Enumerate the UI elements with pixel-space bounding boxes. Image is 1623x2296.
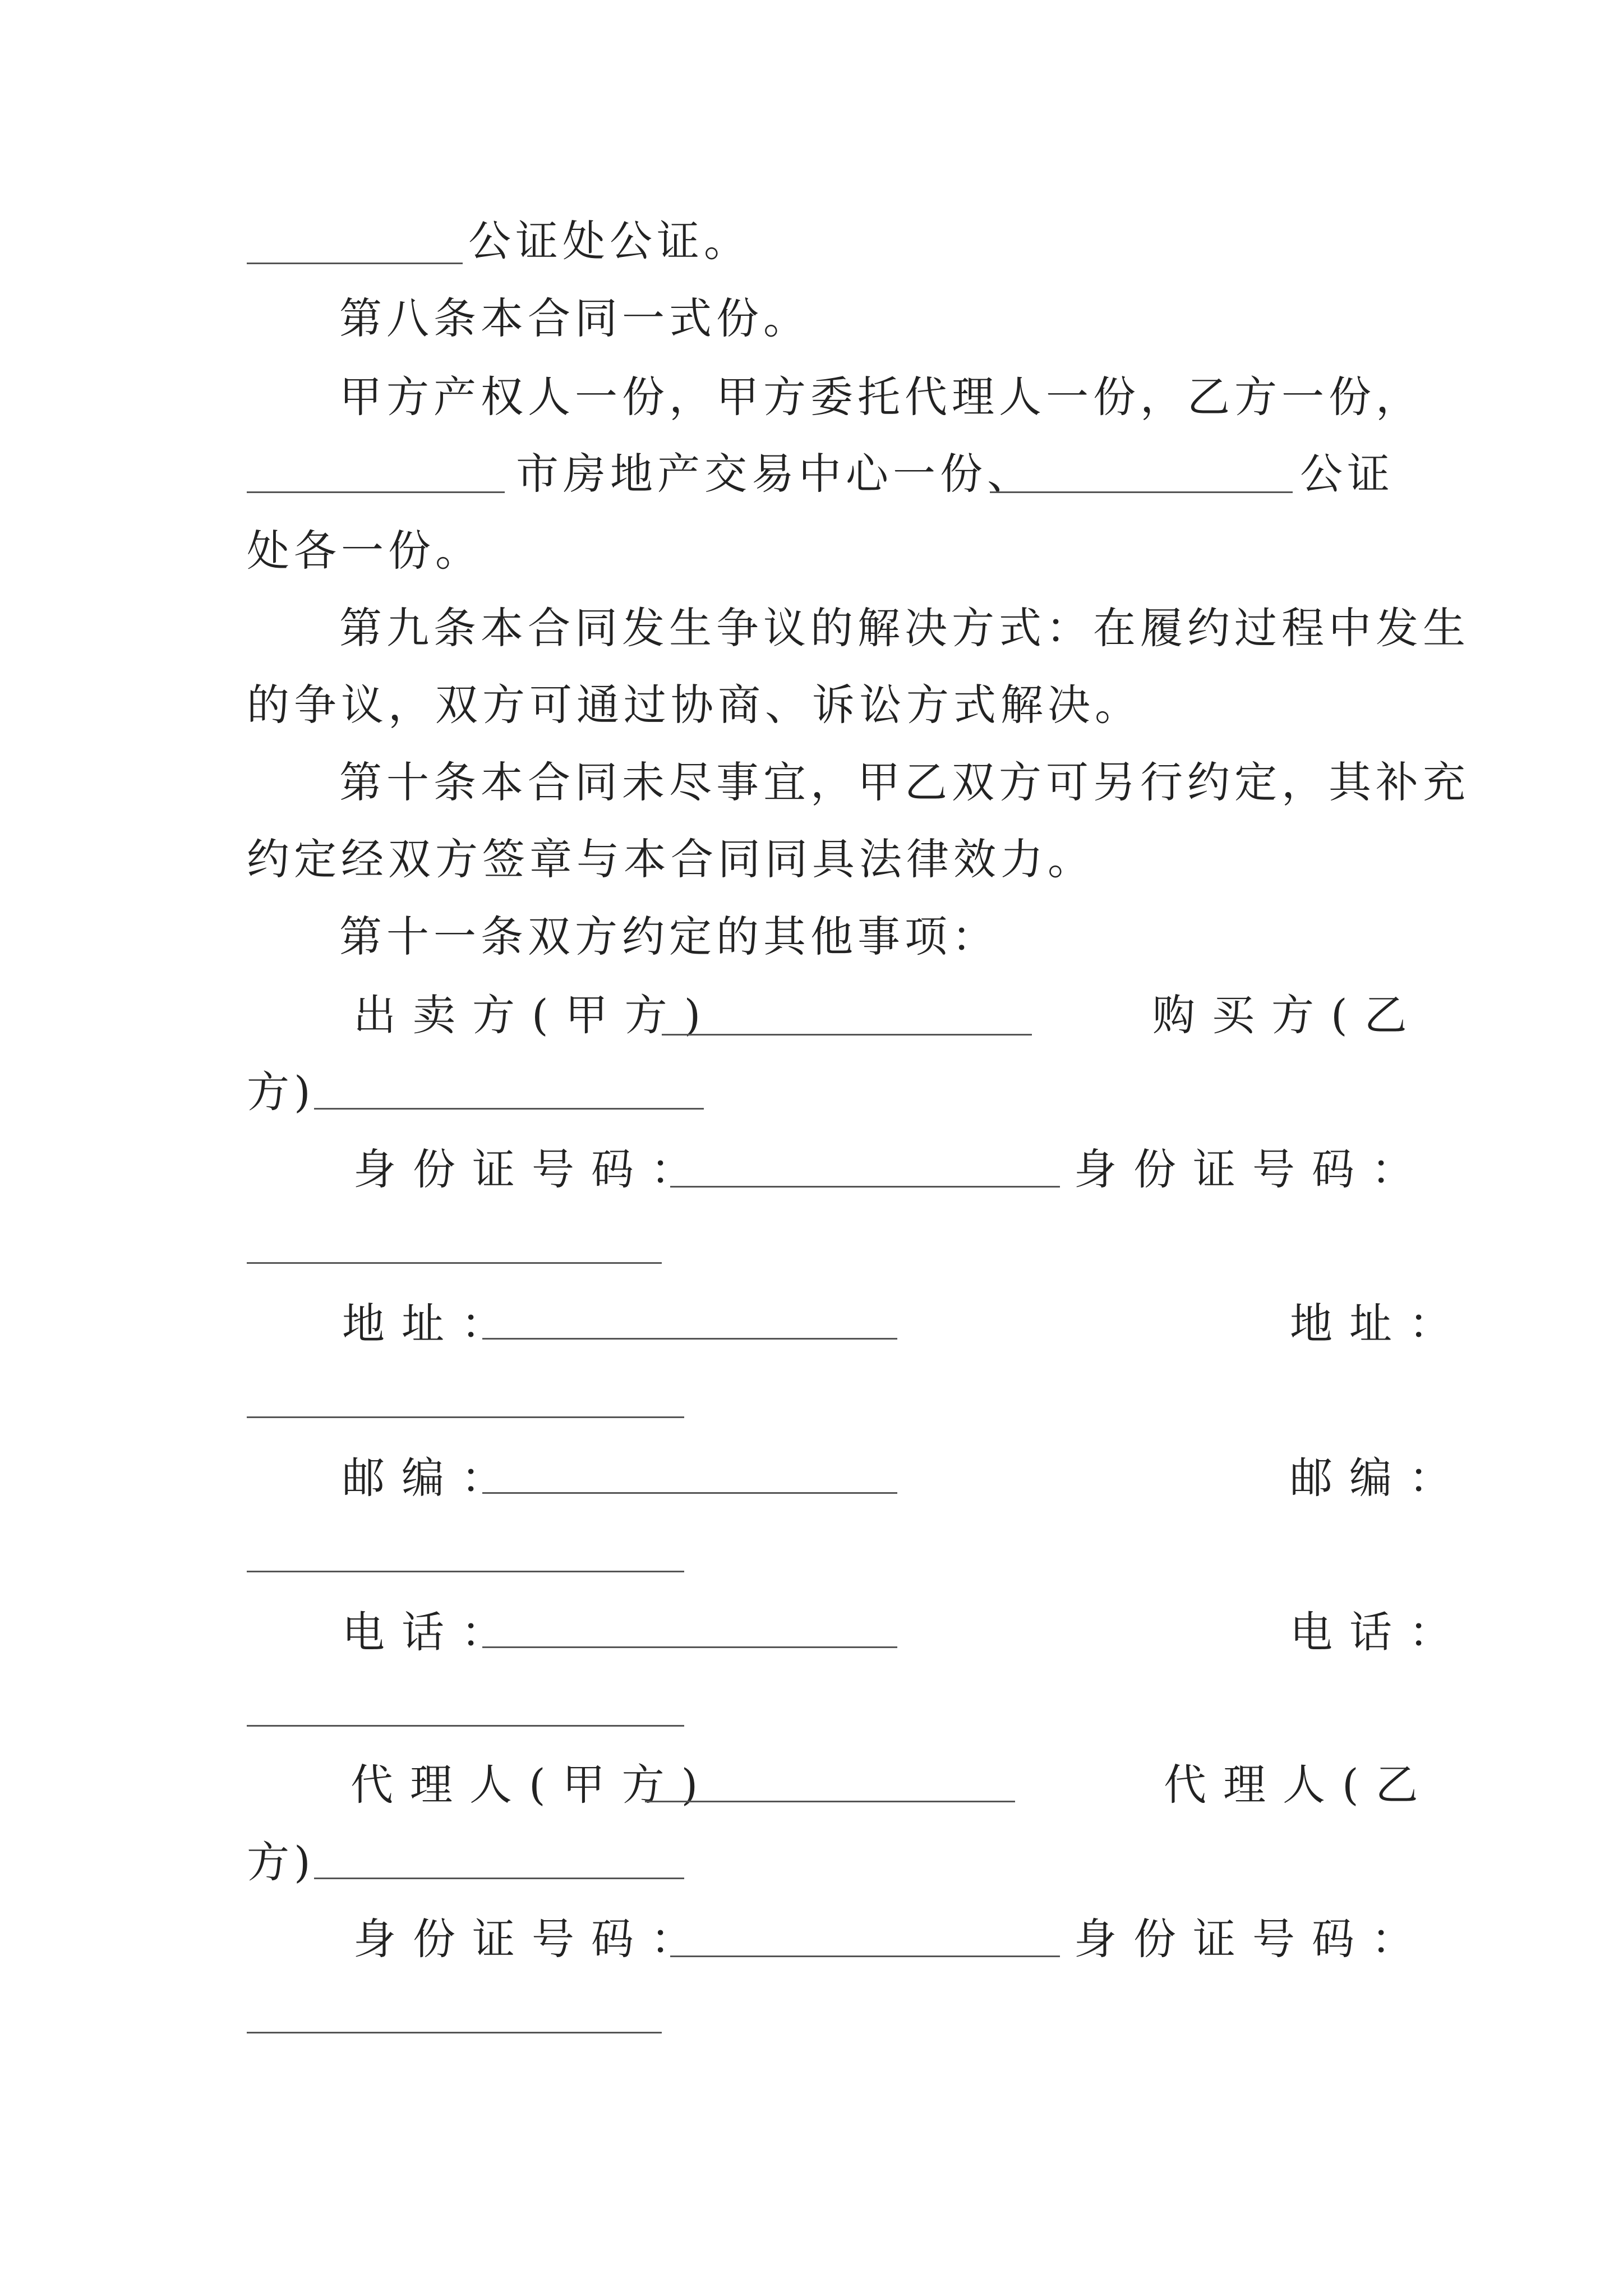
notary-line: 公证处公证。 [468,216,751,266]
buyer-label-b: 方) [247,1067,315,1117]
copies-line-2b: 公证 [1300,449,1394,499]
postcode-blank-buyer [247,1571,684,1572]
seller-label: 出卖方(甲方) [353,990,718,1040]
seller-blank [662,1034,1032,1036]
agent-a-blank [645,1801,1015,1802]
address-blank-seller [482,1338,897,1340]
postcode-blank-seller [482,1492,897,1494]
article-9-b: 的争议，双方可通过协商、诉讼方式解决。 [247,680,1142,730]
buyer-blank [314,1108,704,1110]
phone-label-seller: 电话： [342,1607,520,1657]
article-8: 第八条本合同一式份。 [339,293,810,343]
article-10-a: 第十条本合同未尽事宜，甲乙双方可另行约定，其补充 [339,757,1470,807]
notary-blank-2 [990,491,1293,493]
postcode-label-buyer: 邮编： [1290,1453,1468,1503]
agent-a-label: 代理人(甲方) [351,1760,715,1810]
agent-b-blank [314,1878,684,1879]
agent-id-blank-b [247,2032,662,2033]
article-10-b: 约定经双方签章与本合同同具法律效力。 [247,834,1095,884]
id-label-buyer: 身份证号码： [1074,1144,1431,1194]
phone-label-buyer: 电话： [1290,1607,1468,1657]
copies-line-3: 处各一份。 [247,526,482,576]
phone-blank-buyer [247,1725,684,1727]
agent-b-label-b: 方) [247,1837,315,1887]
agent-b-label-a: 代理人(乙 [1164,1760,1435,1810]
buyer-label-a: 购买方(乙 [1152,990,1424,1040]
id-blank-buyer [247,1262,662,1264]
address-label-buyer: 地址： [1290,1299,1468,1349]
address-label-seller: 地址： [342,1299,520,1349]
copies-line-1: 甲方产权人一份，甲方委托代理人一份，乙方一份， [339,372,1423,422]
copies-line-2a: 市房地产交易中心一份、 [516,449,1034,499]
article-11: 第十一条双方约定的其他事项： [339,912,999,961]
notary-office-blank [247,263,463,264]
agent-id-blank-a [670,1955,1060,1957]
city-blank [247,491,505,493]
article-9-a: 第九条本合同发生争议的解决方式：在履约过程中发生 [339,603,1470,653]
address-blank-buyer [247,1416,684,1418]
phone-blank-seller [482,1646,897,1648]
postcode-label-seller: 邮编： [342,1453,520,1503]
id-label-seller: 身份证号码： [353,1144,710,1194]
id-blank-seller [670,1186,1060,1188]
agent-id-label-a: 身份证号码： [353,1914,710,1964]
agent-id-label-b: 身份证号码： [1074,1914,1431,1964]
